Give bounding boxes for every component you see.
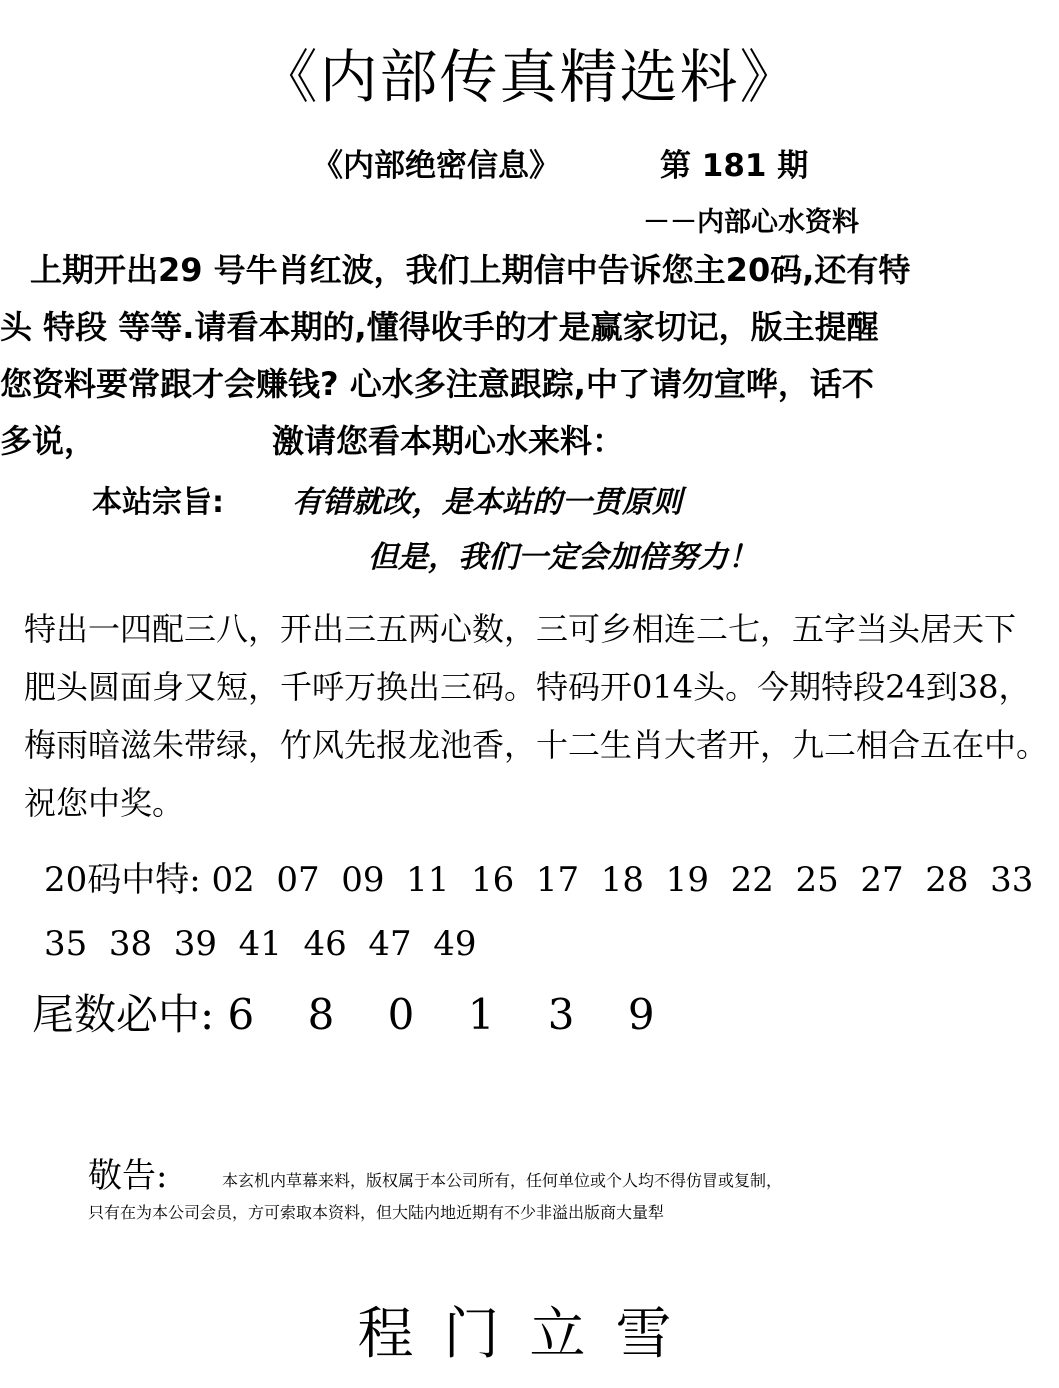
numbers-label: 20码中特: bbox=[44, 860, 201, 900]
intro-paragraph bbox=[0, 242, 1059, 470]
numbers-line-1 bbox=[44, 848, 1033, 912]
tail-digits: 6 8 0 1 3 9 bbox=[227, 990, 675, 1039]
page-title: 《内部传真精选料》 bbox=[259, 43, 800, 111]
numbers-values: 02 07 09 11 16 17 18 19 22 25 27 28 33 bbox=[211, 860, 1034, 900]
notice-label: 敬告: bbox=[88, 1156, 168, 1196]
motto-label: 本站宗旨: bbox=[92, 485, 224, 520]
tail-digits-block bbox=[32, 982, 675, 1042]
numbers-values-2: 35 38 39 41 46 47 49 bbox=[44, 924, 477, 964]
source-label: －－内部心水资料 bbox=[643, 207, 859, 238]
signature: 程门立雪 bbox=[357, 1302, 702, 1367]
notice-line-1: 本玄机内草幕来料，版权属于本公司所有，任何单位或个人均不得仿冒或复制， bbox=[222, 1171, 783, 1190]
notice-line-2: 只有在为本公司会员，方可索取本资料，但大陆内地近期有不少非溢出版商大量犁 bbox=[88, 1203, 665, 1222]
poem-block bbox=[24, 600, 1048, 832]
numbers-block bbox=[44, 848, 1033, 976]
poem-line: 肥头圆面身又短，千呼万换出三码。特码开014头。今期特段24到38， bbox=[24, 668, 1031, 706]
poem-line: 特出一四配三八，开出三五两心数，三可乡相连二七，五字当头居天下 bbox=[24, 610, 1017, 648]
intro-line: 头 特段 等等.请看本期的,懂得收手的才是赢家切记，版主提醒 bbox=[0, 308, 879, 346]
poem-line: 祝您中奖。 bbox=[24, 784, 185, 822]
motto-line-1: 有错就改，是本站的一贯原则 bbox=[292, 485, 682, 520]
subtitle: 《内部绝密信息》 bbox=[312, 148, 560, 184]
tail-label: 尾数必中: bbox=[32, 990, 215, 1039]
issue-number: 第 181 期 bbox=[660, 148, 809, 184]
poem-line: 梅雨暗滋朱带绿，竹风先报龙池香，十二生肖大者开，九二相合五在中。 bbox=[24, 726, 1049, 764]
motto-line-2: 但是，我们一定会加倍努力！ bbox=[368, 540, 758, 575]
intro-line: 您资料要常跟才会赚钱? 心水多注意跟踪,中了请勿宣哗，话不 bbox=[0, 365, 874, 403]
intro-line: 多说， 激请您看本期心水来料： bbox=[0, 422, 625, 460]
intro-line: 上期开出29 号牛肖红波，我们上期信中告诉您主20码,还有特 bbox=[30, 251, 911, 289]
